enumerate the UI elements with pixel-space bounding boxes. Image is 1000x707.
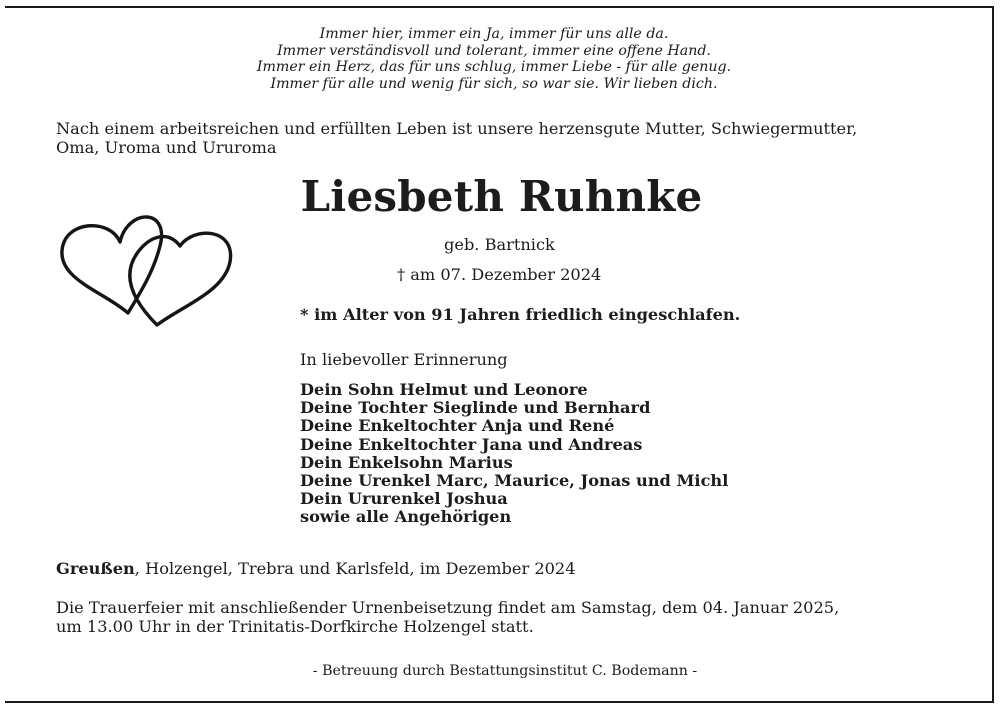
poem-line: Immer für alle und wenig für sich, so war sie. Wir lieben dich.	[270, 75, 718, 92]
two-hearts-icon	[58, 206, 236, 330]
mourner-item: Dein Enkelsohn Marius	[300, 452, 513, 472]
funeral-line: Die Trauerfeier mit anschließender Urnenbeisetzung findet am Samstag, dem 04. Januar 2025,	[56, 598, 840, 617]
mourner-item: Deine Tochter Sieglinde und Bernhard	[300, 398, 651, 418]
place-rest: , Holzengel, Trebra und Karlsfeld, im Dezember 2024	[134, 559, 576, 578]
mourner-item: Dein Sohn Helmut und Leonore	[300, 380, 588, 399]
mourners-list	[300, 381, 728, 527]
mourner-item: Dein Ururenkel Joshua	[300, 489, 508, 509]
deceased-name: Liesbeth Ruhnke	[300, 172, 703, 221]
mourner-item: sowie alle Angehörigen	[300, 507, 512, 527]
mourner-item: Deine Urenkel Marc, Maurice, Jonas und Michl	[300, 471, 729, 491]
intro-line: Nach einem arbeitsreichen und erfüllten Leben ist unsere herzensgute Mutter, Schwiegermutter,	[56, 119, 858, 138]
age-line: * im Alter von 91 Jahren friedlich eingeschlafen.	[300, 305, 741, 324]
poem-line: Immer hier, immer ein Ja, immer für uns alle da.	[319, 26, 669, 42]
intro-line: Oma, Uroma und Ururoma	[56, 138, 277, 157]
funeral-line: um 13.00 Uhr in der Trinitatis-Dorfkirche Holzengel statt.	[56, 617, 534, 636]
birth-name: geb. Bartnick	[444, 235, 555, 254]
intro-text	[56, 119, 857, 157]
poem	[0, 26, 988, 92]
memory-line: In liebevoller Erinnerung	[300, 350, 508, 369]
place-town: Greußen	[56, 559, 135, 578]
poem-line: Immer verständisvoll und tolerant, immer eine offene Hand.	[277, 42, 711, 59]
funeral-home-note: - Betreuung durch Bestattungsinstitut C. Bodemann -	[312, 663, 698, 679]
poem-line: Immer ein Herz, das für uns schlug, immer Liebe - für alle genug.	[256, 59, 732, 75]
place-date-line	[56, 559, 576, 578]
death-date: † am 07. Dezember 2024	[397, 265, 602, 284]
mourner-item: Deine Enkeltochter Anja und René	[300, 416, 615, 436]
funeral-info	[56, 598, 839, 636]
mourner-item: Deine Enkeltochter Jana und Andreas	[300, 434, 643, 454]
